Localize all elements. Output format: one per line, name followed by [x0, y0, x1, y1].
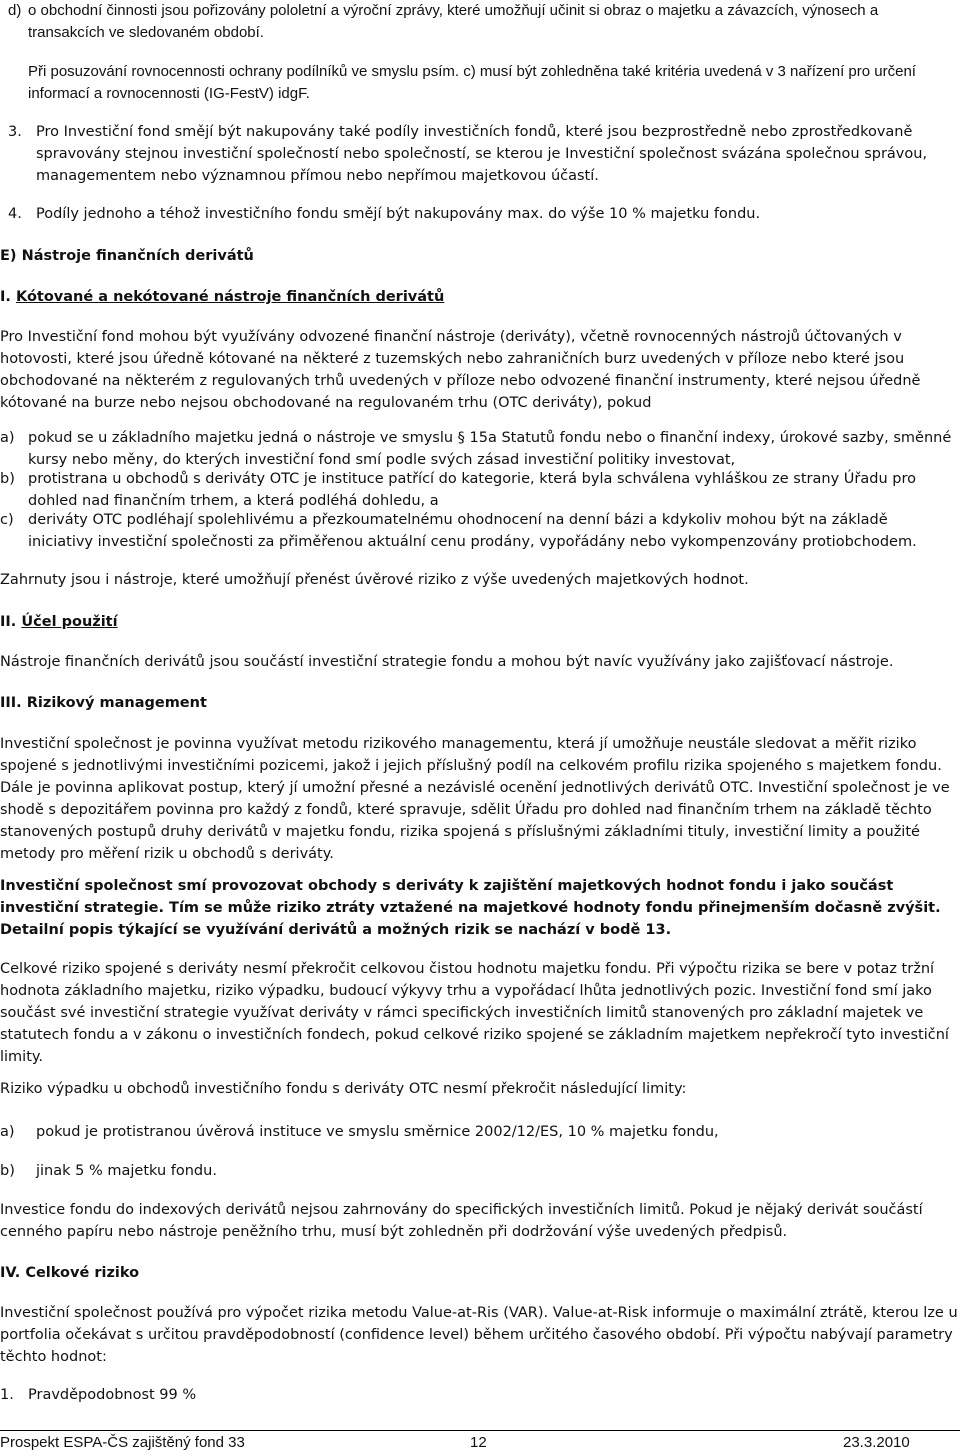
section-number: IV.: [0, 1265, 21, 1281]
paragraph: Pro Investiční fond mohou být využívány odvozené finanční nástroje (deriváty), včetně rovnocenných nástrojů účtovaných v hotovosti, které jsou úředně kótované na některé z tuzemských nebo zahraničních burz uvedených v příloze nebo které jsou obchodované na některém z regulovaných trhů uvedených v příloze nebo odvozené finanční instrumenty, které nejsou úředně kótované na burze nebo nejsou obchodované na regulovaném trhu (OTC deriváty), pokud: [0, 329, 921, 411]
section-heading-iii: [0, 692, 960, 714]
paragraph-text: Pro Investiční fond smějí být nakupovány také podíly investičních fondů, které jsou bezprostředně nebo zprostředkovaně spravovány stejnou investiční společností nebo společností, se kterou je Investiční společnost svázána společnou správou, managementem nebo významnou přímou nebo nepřímou majetkovou účastí.: [36, 124, 928, 184]
list-marker: 1.: [0, 1387, 14, 1403]
bold-paragraph: Investiční společnost smí provozovat obchody s deriváty k zajištění majetkových hodnot fondu i jako součást investiční strategie. Tím se může riziko ztráty vztažené na majetkové hodnoty fondu přinejmenším dočasně zvýšit. Detailní popis týkající se využívání derivátů a možných rizik se nachází v bodě 13.: [0, 878, 941, 938]
document-page: d) o obchodní činnosti jsou pořizovány pololetní a výroční zprávy, které umožňují učinit si obraz o majetku a závazcích, výnosech a transakcích ve sledovaném období. Při posuzování rovnocennosti ochrany podílníků ve smyslu psím. c) musí být zohledněna také kritéria uvedená v 3 nařízení pro určení informací a rovnocennosti (IG-FestV) idgF. 3. Pro Investiční fond smějí být nakupovány také podíly investičních fondů, které jsou bezprostředně nebo zprostředkovaně spravovány stejnou investiční společností nebo společností, se kterou je Investiční společnost svázána společnou správou, managementem nebo významnou přímou nebo nepřímou majetkovou účastí. 4. Podíly jednoho a téhož investičního fondu smějí být nakupovány max. do výše 10 % majetku fondu. E) Nástroje finančních derivátů I. Kótované a nekótované nástroje finančních derivátů Pro Investiční fond mohou být využívány odvozené finanční nástroje (deriváty), včetně rovnocenných nástrojů účtovaných v hotovosti, které jsou úředně kótované na některé z tuzemských nebo zahraničních burz uvedených v příloze nebo které jsou obchodované na některém z regulovaných trhů uvedených v příloze nebo odvozené finanční instrumenty, které nejsou úředně kótované na burze nebo nejsou obchodované na regulovaném trhu (OTC deriváty), pokud a) pokud se u základního majetku jedná o nástroje ve smyslu § 15a Statutů fondu nebo o finanční indexy, úrokové sazby, směnné kursy nebo měny, do kterých investiční fond smí podle svých zásad investiční politiky investovat, b) protistrana u obchodů s deriváty OTC je instituce patřící do kategorie, která byla schválena vyhláškou ze strany Úřadu pro dohled nad finančním trhem, a která podléhá dohledu, a c) deriváty OTC podléhají spolehlivému a přezkoumatelnému ohodnocení na denní bázi a kdykoliv mohou být na základě iniciativy investiční společnosti za přiměřenou aktuální cenu prodány, vypořádány nebo vykompenzovány protiobchodem. Zahrnuty jsou i nástroje, které umožňují přenést úvěrové riziko z výše uvedených majetkových hodnot. II. Účel použití Nástroje finančních derivátů jsou součástí investiční strategie fondu a mohou být navíc využívány jako zajišťovací nástroje. III. Rizikový management Investiční společnost je povinna využívat metodu rizikového managementu, která jí umožňuje neustále sledovat a měřit riziko spojené s jednotlivými investičními pozicemi, jakož i jejich příslušný podíl na celkovém profilu rizika spojeného s majetkem fondu. Dále je povinna aplikovat postup, který jí umožní přesné a nezávislé ocenění jednotlivých derivátů OTC. Investiční společnost je ve shodě s depozitářem povinna pro každý z fondů, které spravuje, sdělit Úřadu pro dohled nad finančním trhem na základě těchto stanovených postupů druhy derivátů v majetku fondu, rizika spojená s příslušnými základními tituly, investiční limity a použité metody pro měření rizik u obchodů s deriváty. Investiční společnost smí provozovat obchody s deriváty k zajištění majetkových hodnot fondu i jako součást investiční strategie. Tím se může riziko ztráty vztažené na majetkové hodnoty fondu přinejmenším dočasně zvýšit. Detailní popis týkající se využívání derivátů a možných rizik se nachází v bodě 13. Celkové riziko spojené s deriváty nesmí překročit celkovou čistou hodnotu majetku fondu. Při výpočtu rizika se bere v potaz tržní hodnota základního majetku, riziko výpadku, budoucí výkyvy trhu a vypořádací lhůta jednotlivých pozic. Investiční fond smí jako součást své investiční strategie využívat deriváty v rámci specifických investičních limitů stanovených pro základní majetek ve statutech fondu a v zákonu o investičních fondech, pokud celkové riziko spojené se základním majetkem nepřekročí tyto investiční limity. Riziko výpadku u obchodů investičního fondu s deriváty OTC nesmí překročit následující limity: a) pokud je protistranou úvěrová instituce ve smyslu směrnice 2002/12/ES, 10 % majetku fondu, b) jinak 5 % majetku fondu. Investice fondu do indexových derivátů nejsou zahrnovány do specifických investičních limitů. Pokud je nějaký derivát součástí cenného papíru nebo nástroje peněžního trhu, musí být zohledněn při dodržování výše uvedených předpisů. IV. Celkové riziko Investiční společnost používá pro výpočet rizika metodu Value-at-Ris (VAR). Value-at-Risk informuje o maximální ztrátě, kterou lze u portfolia očekávat s určitou pravděpodobností (confidence level) během určitého časového období. Při výpočtu nabývají parametry těchto hodnot: 1. Pravděpodobnost 99 % Prospekt ESPA-ČS zajištěný fond 33 12 23.3.2010: [0, 0, 960, 1455]
paragraph-number: 3.: [8, 124, 22, 140]
section-title: Kótované a nekótované nástroje finančních derivátů: [15, 289, 445, 305]
list-item-text: Pravděpodobnost 99 %: [28, 1387, 197, 1403]
paragraph-number: 4.: [8, 206, 22, 222]
list-item-text: pokud je protistranou úvěrová instituce ve smyslu směrnice 2002/12/ES, 10 % majetku fondu,: [36, 1124, 719, 1140]
paragraph: Zahrnuty jsou i nástroje, které umožňují přenést úvěrové riziko z výše uvedených majetkových hodnot.: [0, 572, 749, 588]
list-item-text: o obchodní činnosti jsou pořizovány pololetní a výroční zprávy, které umožňují učinit si obraz o majetku a závazcích, výnosech a transakcích ve sledovaném období.: [28, 2, 879, 41]
footer-document-title: Prospekt ESPA-ČS zajištěný fond 33: [0, 1434, 245, 1451]
section-heading-ii: [0, 611, 960, 633]
paragraph: Investiční společnost je povinna využívat metodu rizikového managementu, která jí umožňuje neustále sledovat a měřit riziko spojené s jednotlivými investičními pozicemi, jakož i jejich příslušný podíl na celkovém profilu rizika spojeného s majetkem fondu. Dále je povinna aplikovat postup, který jí umožní přesné a nezávislé ocenění jednotlivých derivátů OTC. Investiční společnost je ve shodě s depozitářem povinna pro každý z fondů, které spravuje, sdělit Úřadu pro dohled nad finančním trhem na základě těchto stanovených postupů druhy derivátů v majetku fondu, rizika spojená s příslušnými základními tituly, investiční limity a použité metody pro měření rizik u obchodů s deriváty.: [0, 736, 950, 862]
footer-date: 23.3.2010: [843, 1434, 910, 1451]
paragraph: Investice fondu do indexových derivátů nejsou zahrnovány do specifických investičních limitů. Pokud je nějaký derivát součástí cenného papíru nebo nástroje peněžního trhu, musí být zohledněn při dodržování výše uvedených předpisů.: [0, 1202, 923, 1240]
list-marker: c): [0, 512, 14, 528]
section-title: Celkové riziko: [25, 1265, 140, 1281]
list-marker: d): [8, 2, 22, 19]
paragraph: Nástroje finančních derivátů jsou součástí investiční strategie fondu a mohou být navíc využívány jako zajišťovací nástroje.: [0, 654, 894, 670]
list-marker: b): [0, 471, 15, 487]
list-item-text: protistrana u obchodů s deriváty OTC je instituce patřící do kategorie, která byla schválena vyhláškou ze strany Úřadu pro dohled nad finančním trhem, a která podléhá dohledu, a: [28, 471, 916, 509]
paragraph: Riziko výpadku u obchodů investičního fondu s deriváty OTC nesmí překročit následující limity:: [0, 1081, 687, 1097]
section-number: III.: [0, 695, 22, 711]
paragraph: Celkové riziko spojené s deriváty nesmí překročit celkovou čistou hodnotu majetku fondu. Při výpočtu rizika se bere v potaz tržní hodnota základního majetku, riziko výpadku, budoucí výkyvy trhu a vypořádací lhůta jednotlivých pozic. Investiční fond smí jako součást své investiční strategie využívat deriváty v rámci specifických investičních limitů stanovených pro základní majetek ve statutech fondu a v zákonu o investičních fondech, pokud celkové riziko spojené se základním majetkem nepřekročí tyto investiční limity.: [0, 961, 949, 1065]
section-number: I.: [0, 289, 11, 305]
section-title: Účel použití: [21, 614, 118, 630]
footer-page-number: 12: [470, 1434, 487, 1451]
section-heading-iv: [0, 1262, 960, 1284]
list-item-text: deriváty OTC podléhají spolehlivému a přezkoumatelnému ohodnocení na denní bázi a kdykoliv mohou být na základě iniciativy investiční společnosti za přiměřenou aktuální cenu prodány, vypořádány nebo vykompenzovány protiobchodem.: [28, 512, 917, 550]
section-heading-i: [0, 286, 960, 308]
page-footer: [0, 1434, 960, 1456]
paragraph: Investiční společnost používá pro výpočet rizika metodu Value-at-Ris (VAR). Value-at-Risk informuje o maximální ztrátě, kterou lze u portfolia očekávat s určitou pravděpodobností (confidence level) během určitého časového období. Při výpočtu nabývají parametry těchto hodnot:: [0, 1305, 958, 1365]
section-number: II.: [0, 614, 17, 630]
section-title: Rizikový management: [26, 695, 207, 711]
paragraph-text: Podíly jednoho a téhož investičního fondu smějí být nakupovány max. do výše 10 % majetku fondu.: [36, 206, 761, 222]
list-item-text: jinak 5 % majetku fondu.: [36, 1163, 217, 1179]
list-item-text: pokud se u základního majetku jedná o nástroje ve smyslu § 15a Statutů fondu nebo o finanční indexy, úrokové sazby, směnné kursy nebo měny, do kterých investiční fond smí podle svých zásad investiční politiky investovat,: [28, 430, 952, 468]
footer-rule: [0, 1430, 960, 1431]
list-marker: a): [0, 1124, 15, 1140]
list-marker: b): [0, 1163, 15, 1179]
list-marker: a): [0, 430, 15, 446]
section-heading-e: E) Nástroje finančních derivátů: [0, 248, 254, 264]
